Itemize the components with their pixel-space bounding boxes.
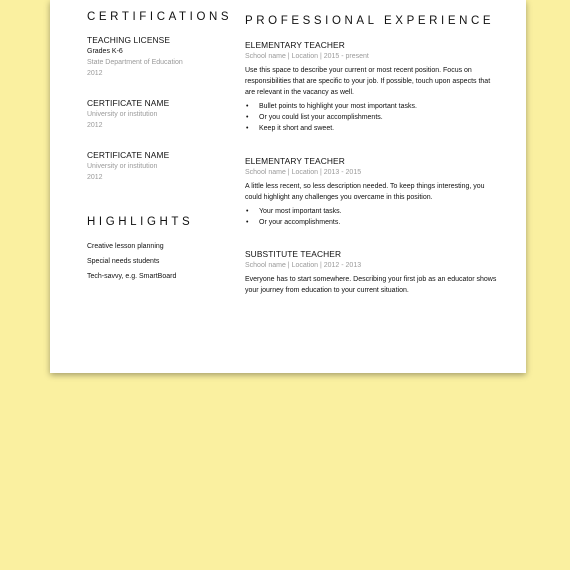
job-description: Everyone has to start somewhere. Describing your first job as an educator shows your journey from education to your current situation.	[245, 276, 497, 294]
certification-year: 2012	[87, 174, 103, 181]
resume-page	[50, 0, 526, 373]
bullet-item	[245, 217, 500, 228]
certification-year: 2012	[87, 70, 103, 77]
job-description: Use this space to describe your current or most recent position. Focus on responsibilities that are specific to your job. If possible, touch upon aspects that are relevant in the vacancy as well.	[245, 67, 491, 96]
highlight-item: Creative lesson planning	[87, 243, 164, 250]
certification-title: TEACHING LICENSE	[87, 35, 171, 45]
job-description: A little less recent, so less description needed. To keep things interesting, you could highlight any challenges you overcame in this position.	[245, 183, 485, 201]
bullet-icon: •	[246, 114, 249, 121]
job-title: ELEMENTARY TEACHER	[245, 156, 345, 166]
job-entry	[245, 249, 500, 296]
job-entry	[245, 40, 500, 134]
certification-issuer: State Department of Education	[87, 59, 183, 66]
certification-title: CERTIFICATE NAME	[87, 98, 170, 108]
job-bullets	[245, 101, 500, 134]
certification-item	[87, 150, 257, 183]
certification-detail: Grades K-6	[87, 48, 123, 55]
job-title: ELEMENTARY TEACHER	[245, 40, 345, 50]
bullet-item	[245, 206, 500, 217]
bullet-text: Your most important tasks.	[259, 208, 342, 215]
bullet-icon: •	[246, 125, 249, 132]
certification-year: 2012	[87, 122, 103, 129]
job-meta: School name | Location | 2012 - 2013	[245, 262, 362, 269]
certification-issuer: University or institution	[87, 163, 158, 170]
bullet-icon: •	[246, 219, 249, 226]
job-meta: School name | Location | 2013 - 2015	[245, 169, 362, 176]
bullet-text: Keep it short and sweet.	[259, 125, 335, 132]
bullet-item	[245, 101, 500, 112]
bullet-icon: •	[246, 208, 249, 215]
highlights-list	[87, 239, 257, 284]
experience-heading: PROFESSIONAL EXPERIENCE	[245, 15, 495, 27]
bullet-text: Or your accomplishments.	[259, 219, 341, 226]
highlights-heading: HIGHLIGHTS	[87, 216, 194, 228]
job-meta: School name | Location | 2015 - present	[245, 53, 369, 60]
bullet-item	[245, 112, 500, 123]
certification-issuer: University or institution	[87, 111, 158, 118]
bullet-text: Bullet points to highlight your most important tasks.	[259, 103, 417, 110]
certification-item	[87, 98, 257, 131]
job-bullets	[245, 206, 500, 228]
certifications-heading: CERTIFICATIONS	[87, 11, 233, 23]
bullet-icon: •	[246, 103, 249, 110]
certification-title: CERTIFICATE NAME	[87, 150, 170, 160]
bullet-item	[245, 123, 500, 134]
bullet-text: Or you could list your accomplishments.	[259, 114, 383, 121]
job-entry	[245, 156, 500, 228]
highlight-item: Special needs students	[87, 258, 160, 265]
highlight-item: Tech-savvy, e.g. SmartBoard	[87, 273, 177, 280]
certification-item	[87, 35, 257, 79]
job-title: SUBSTITUTE TEACHER	[245, 249, 342, 259]
